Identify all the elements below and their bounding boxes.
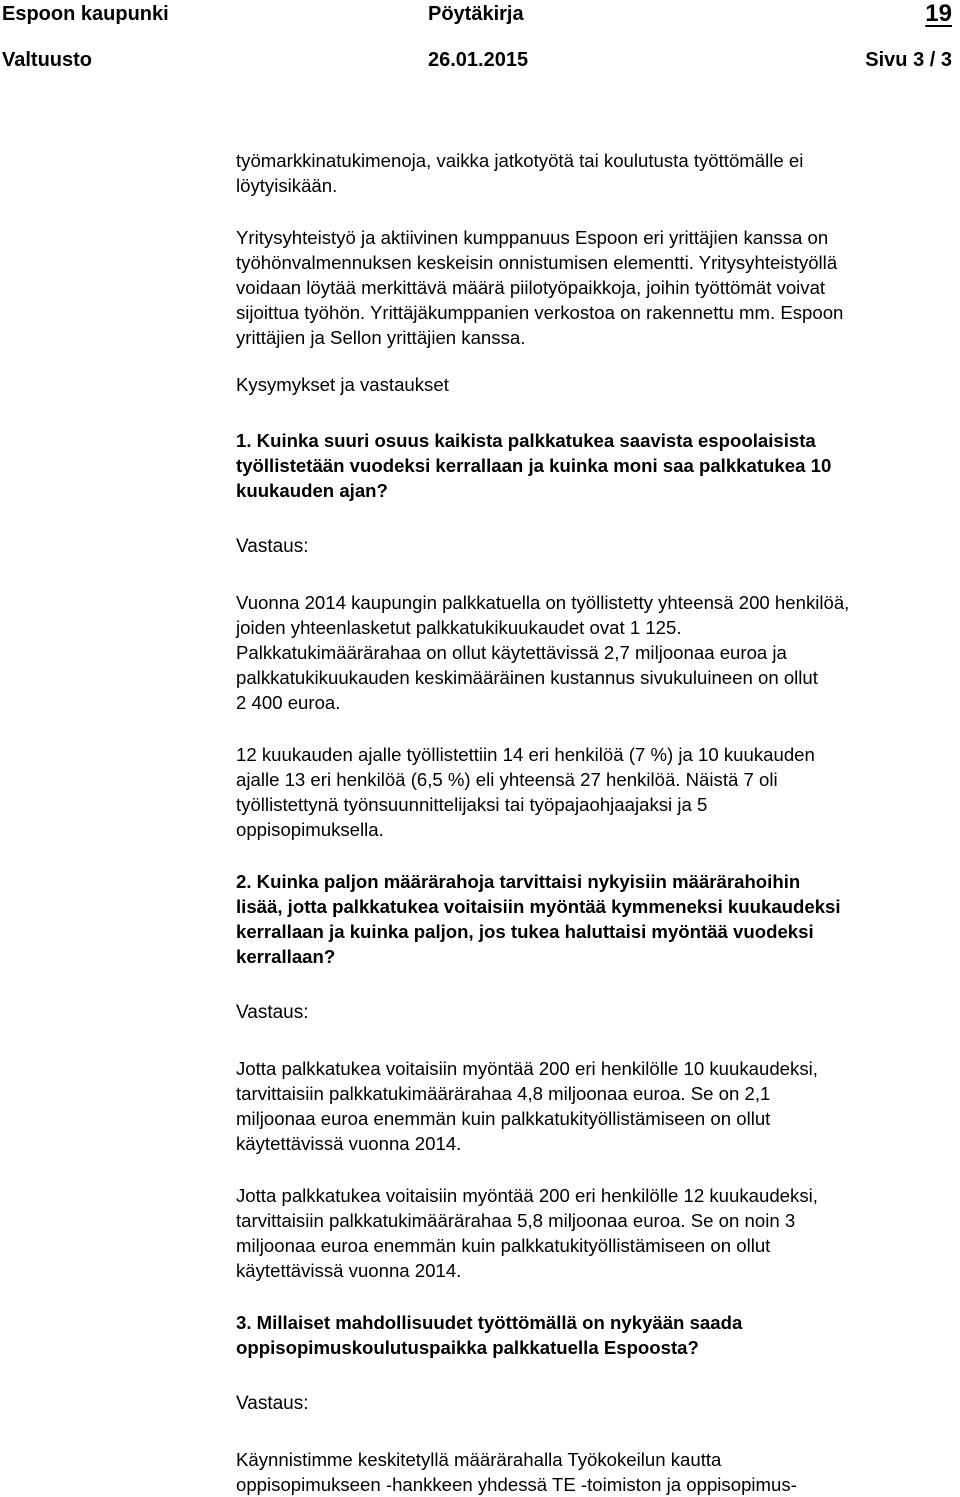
page-indicator: Sivu 3 / 3 (865, 49, 952, 71)
text-line: tarvittaisiin palkkatukimäärärahaa 5,8 miljoonaa euroa. Se on noin 3 (236, 1210, 796, 1231)
text-line: miljoonaa euroa enemmän kuin palkkatukityöllistämiseen on ollut (236, 1235, 771, 1256)
intro-paragraph (236, 148, 951, 198)
text-line: käytettävissä vuonna 2014. (236, 1260, 462, 1281)
meeting-date: 26.01.2015 (428, 49, 529, 71)
text-line: Jotta palkkatukea voitaisiin myöntää 200 eri henkilölle 10 kuukaudeksi, (236, 1058, 818, 1079)
text-line: palkkatukikuukauden keskimääräinen kustannus sivukuluineen on ollut (236, 667, 818, 688)
text-line: Palkkatukimäärärahaa on ollut käytettävissä 2,7 miljoonaa euroa ja (236, 642, 787, 663)
question-line: 3. Millaiset mahdollisuudet työttömällä on nykyään saada (236, 1312, 743, 1333)
question-line: kuukauden ajan? (236, 480, 388, 501)
header-row-bottom (0, 45, 960, 75)
answer-label-2: Vastaus: (236, 1002, 309, 1023)
text-line: Jotta palkkatukea voitaisiin myöntää 200 eri henkilölle 12 kuukaudeksi, (236, 1185, 818, 1206)
text-line: käytettävissä vuonna 2014. (236, 1133, 462, 1154)
text-line: yrittäjien ja Sellon yrittäjien kanssa. (236, 327, 526, 348)
text-line: 12 kuukauden ajalle työllistettiin 14 eri henkilöä (7 %) ja 10 kuukauden (236, 744, 815, 765)
text-line: työllistettynä työnsuunnittelijaksi tai työpajaohjaajaksi ja 5 (236, 794, 708, 815)
question-line: 2. Kuinka paljon määrärahoja tarvittaisi nykyisiin määrärahoihin (236, 871, 801, 892)
text-line: tarvittaisiin palkkatukimäärärahaa 4,8 miljoonaa euroa. Se on 2,1 (236, 1083, 771, 1104)
text-line: Yritysyhteistyö ja aktiivinen kumppanuus Espoon eri yrittäjien kanssa on (236, 227, 829, 248)
text-line: miljoonaa euroa enemmän kuin palkkatukityöllistämiseen on ollut (236, 1108, 771, 1129)
answer-1-paragraph-2 (236, 742, 951, 842)
text-line: joiden yhteenlasketut palkkatukikuukaudet ovat 1 125. (236, 617, 682, 638)
question-line: lisää, jotta palkkatukea voitaisiin myöntää kymmeneksi kuukaudeksi (236, 896, 841, 917)
question-line: työllistetään vuodeksi kerrallaan ja kuinka moni saa palkkatukea 10 (236, 455, 832, 476)
organization-name: Espoon kaupunki (2, 3, 169, 25)
text-line: oppisopimukseen -hankkeen yhdessä TE -toimiston ja oppisopimus- (236, 1474, 797, 1495)
text-line: Käynnistimme keskitetyllä määrärahalla Työkokeilun kautta (236, 1449, 722, 1470)
text-line: ajalle 13 eri henkilöä (6,5 %) eli yhteensä 27 henkilöä. Näistä 7 oli (236, 769, 778, 790)
text-line: voidaan löytää merkittävä määrä piilotyöpaikkoja, joihin työttömät voivat (236, 277, 826, 298)
document-type: Pöytäkirja (428, 3, 524, 25)
question-line: kerrallaan ja kuinka paljon, jos tukea haluttaisi myöntää vuodeksi (236, 921, 814, 942)
text-line: löytyisikään. (236, 175, 338, 196)
header-row-top (0, 0, 960, 29)
question-line: 1. Kuinka suuri osuus kaikista palkkatukea saavista espoolaisista (236, 430, 816, 451)
section-heading: Kysymykset ja vastaukset (236, 374, 449, 395)
text-line: oppisopimuksella. (236, 819, 384, 840)
document-header (0, 0, 960, 90)
answer-3-paragraph (236, 1447, 951, 1497)
text-line: työmarkkinatukimenoja, vaikka jatkotyötä tai koulutusta työttömälle ei (236, 150, 804, 171)
question-3 (236, 1310, 951, 1360)
question-line: oppisopimuskoulutuspaikka palkkatuella Espoosta? (236, 1337, 699, 1358)
answer-label-1: Vastaus: (236, 536, 309, 557)
document-body (236, 148, 951, 1497)
answer-2-paragraph-1 (236, 1056, 951, 1156)
partnership-paragraph (236, 225, 951, 350)
answer-1-paragraph-1 (236, 590, 951, 715)
text-line: työhönvalmennuksen keskeisin onnistumisen elementti. Yritysyhteistyöllä (236, 252, 838, 273)
answer-2-paragraph-2 (236, 1183, 951, 1283)
answer-label-3: Vastaus: (236, 1393, 309, 1414)
section-number: 19 (925, 0, 952, 27)
question-2 (236, 869, 951, 969)
text-line: 2 400 euroa. (236, 692, 341, 713)
text-line: sijoittua työhön. Yrittäjäkumppanien verkostoa on rakennettu mm. Espoon (236, 302, 844, 323)
text-line: Vuonna 2014 kaupungin palkkatuella on työllistetty yhteensä 200 henkilöä, (236, 592, 850, 613)
governing-body: Valtuusto (2, 49, 93, 71)
question-1 (236, 428, 951, 503)
question-line: kerrallaan? (236, 946, 336, 967)
